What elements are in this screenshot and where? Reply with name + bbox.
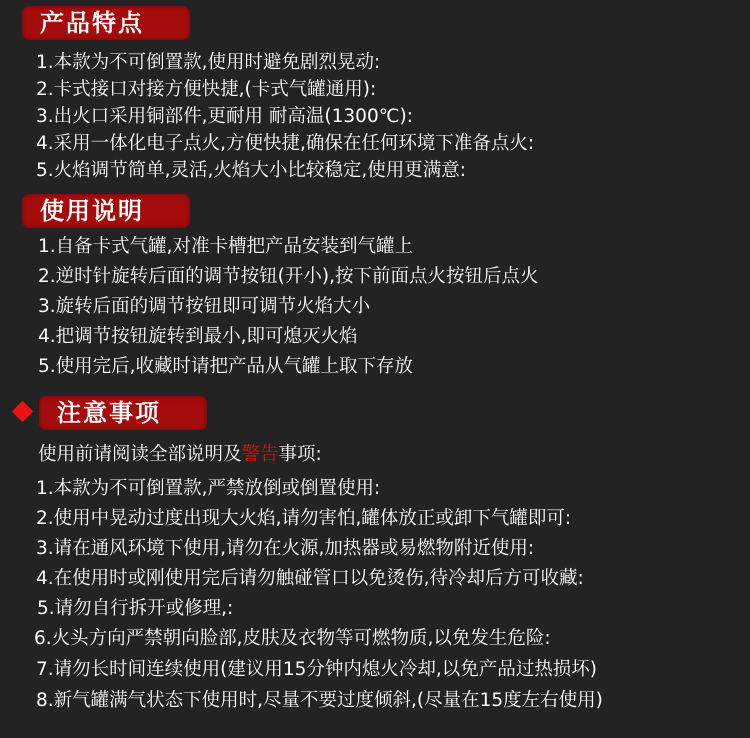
feature-item: 4.采用一体化电子点火,方便快捷,确保在任何环境下准备点火: — [36, 133, 535, 154]
precaution-item: 6.火头方向严禁朝向脸部,皮肤及衣物等可燃物质,以免发生危险: — [34, 628, 551, 649]
instruction-item: 2.逆时针旋转后面的调节按钮(开小),按下前面点火按钮后点火 — [38, 266, 539, 287]
precaution-item: 7.请勿长时间连续使用(建议用15分钟内熄火冷却,以免产品过热损坏) — [36, 659, 598, 680]
diamond-bullet-icon — [12, 401, 33, 422]
instruction-item: 1.自备卡式气罐,对准卡槽把产品安装到气罐上 — [38, 236, 414, 257]
feature-item: 3.出火口采用铜部件,更耐用 耐高温(1300℃): — [36, 106, 413, 127]
instruction-item: 4.把调节按钮旋转到最小,即可熄灭火焰 — [38, 326, 358, 347]
feature-item: 5.火焰调节简单,灵活,火焰大小比较稳定,使用更满意: — [36, 160, 467, 181]
instruction-item: 3.旋转后面的调节按钮即可调节火焰大小 — [38, 296, 371, 317]
warning-highlight: 警告 — [241, 444, 279, 465]
precautions-section-title: 注意事项 — [39, 396, 207, 430]
precaution-item: 1.本款为不可倒置款,严禁放倒或倒置使用: — [36, 478, 381, 499]
precaution-item: 3.请在通风环境下使用,请勿在火源,加热器或易燃物附近使用: — [36, 538, 535, 559]
instruction-item: 5.使用完后,收藏时请把产品从气罐上取下存放 — [38, 356, 414, 377]
instructions-section-title: 使用说明 — [22, 194, 190, 228]
feature-item: 2.卡式接口对接方便快捷,(卡式气罐通用): — [36, 79, 377, 100]
precautions-intro — [38, 443, 322, 467]
precaution-item: 4.在使用时或刚使用完后请勿触碰管口以免烫伤,待冷却后方可收藏: — [36, 568, 584, 589]
precaution-item: 2.使用中晃动过度出现大火焰,请勿害怕,罐体放正或卸下气罐即可: — [36, 508, 572, 529]
features-section-title: 产品特点 — [22, 6, 190, 40]
intro-text: 使用前请阅读全部说明及 — [38, 444, 242, 465]
precaution-item: 5.请勿自行拆开或修理,: — [37, 598, 234, 619]
intro-text-end: 事项: — [278, 444, 322, 465]
feature-item: 1.本款为不可倒置款,使用时避免剧烈晃动: — [36, 52, 381, 73]
precaution-item: 8.新气罐满气状态下使用时,尽量不要过度倾斜,(尽量在15度左右使用) — [36, 690, 603, 711]
